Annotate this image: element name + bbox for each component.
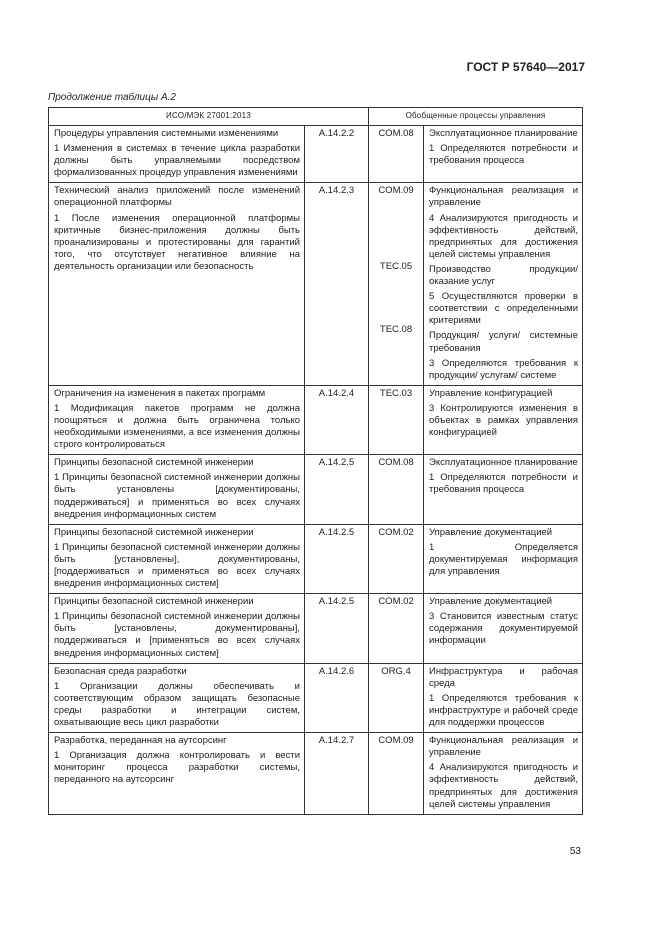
process-code: COM.09	[378, 185, 414, 197]
control-cell	[49, 183, 305, 385]
standard-code: ГОСТ Р 57640—2017	[466, 60, 585, 74]
process-code: TEC.05	[379, 261, 413, 273]
process-code: COM.02	[378, 526, 414, 538]
control-ref-cell	[305, 663, 369, 732]
control-ref: А.14.2.5	[318, 596, 355, 608]
control-title: Разработка, переданная на аутсорсинг	[54, 735, 227, 747]
process-text: 1 Определяются требования к инфраструктуре и рабочей среде для поддержки процессов	[429, 692, 578, 729]
control-ref-cell	[305, 733, 369, 815]
process-code-cell	[369, 733, 424, 815]
control-ref: А.14.2.7	[318, 735, 355, 747]
process-cell	[424, 733, 583, 815]
control-title: Принципы безопасной системной инженерии	[54, 596, 254, 608]
process-code-cell	[369, 385, 424, 454]
process-title: Эксплуатационное планирование	[429, 128, 578, 139]
table-row	[49, 126, 583, 183]
process-text: 3 Становится известным статус содержания документируемой информации	[429, 611, 578, 647]
control-text: 1 Изменения в системах в течение цикла разработки должны быть управляемыми посредством формализованных процедур управления изменениями	[54, 143, 300, 179]
process-text: 4 Анализируются пригодность и эффективность действий, предпринятых для достижения целей системы управления	[429, 762, 578, 810]
control-title: Безопасная среда разработки	[54, 665, 187, 677]
control-ref-cell	[305, 594, 369, 663]
table-row	[49, 385, 583, 454]
process-text: 3 Определяются требования к продукции/ услугам/ системе	[429, 357, 578, 381]
process-title: Управление документацией	[429, 596, 553, 608]
table-row	[49, 455, 583, 524]
control-ref-cell	[305, 455, 369, 524]
control-cell	[49, 594, 305, 663]
table-row	[49, 524, 583, 593]
process-cell	[424, 594, 583, 663]
table-row	[49, 733, 583, 815]
control-cell	[49, 455, 305, 524]
process-text: 1 Определяются потребности и требования процесса	[429, 143, 578, 167]
process-code-cell	[369, 126, 424, 183]
process-text: 1 Определяются потребности и требования процесса	[429, 472, 578, 496]
process-code: ORG.4	[381, 665, 411, 677]
process-code-cell	[369, 183, 424, 385]
process-text: 1 Определяется документируемая информация для управления	[429, 541, 578, 577]
control-text: 1 После изменения операционной платформы критичные бизнес-приложения должны быть проанализированы и протестированы для гарантий того, что отсутствует негативное влияние на деятельность организации или безопасность	[54, 212, 300, 272]
control-text: 1 Организация должна контролировать и вести мониторинг процесса разработки системы, переданного на аутсорсинг	[54, 750, 300, 786]
process-cell	[424, 126, 583, 183]
process-code-cell	[369, 524, 424, 593]
process-code: TEC.03	[379, 387, 413, 399]
process-title: Производство продукции/ оказание услуг	[429, 263, 578, 288]
control-cell	[49, 733, 305, 815]
table-row	[49, 183, 583, 385]
control-ref: А.14.2.4	[318, 387, 355, 399]
control-ref-cell	[305, 385, 369, 454]
page-number: 53	[569, 846, 581, 857]
control-text: 1 Модификация пакетов программ не должна поощряться и должна быть ограничена только необходимыми изменениями, а все изменения должны строго контролироваться	[54, 402, 300, 451]
process-code: COM.08	[378, 128, 414, 139]
process-code-cell	[369, 594, 424, 663]
control-title: Технический анализ приложений после изменений операционной платформы	[54, 185, 300, 209]
table-row	[49, 663, 583, 732]
control-title: Принципы безопасной системной инженерии	[54, 457, 254, 469]
process-cell	[424, 524, 583, 593]
control-ref: А.14.2.5	[318, 526, 355, 538]
process-code-cell	[369, 663, 424, 732]
header-iso-iec: ИСО/МЭК 27001:2013	[49, 108, 369, 126]
process-text: 5 Осуществляются проверки в соответствии с определенными критериями	[429, 291, 578, 327]
control-title: Ограничения на изменения в пакетах программ	[54, 387, 266, 399]
control-cell	[49, 385, 305, 454]
process-cell	[424, 183, 583, 385]
header-generic-processes: Обобщенные процессы управления	[369, 108, 583, 126]
process-title: Эксплуатационное планирование	[429, 457, 578, 469]
control-title: Процедуры управления системными изменениями	[54, 128, 279, 139]
control-cell	[49, 524, 305, 593]
control-title: Принципы безопасной системной инженерии	[54, 526, 254, 538]
control-ref-cell	[305, 524, 369, 593]
process-title: Инфраструктура и рабочая среда	[429, 665, 578, 689]
control-ref: А.14.2.2	[318, 128, 355, 139]
control-cell	[49, 663, 305, 732]
process-title: Функциональная реализация и управление	[429, 185, 578, 209]
control-ref: А.14.2.5	[318, 457, 355, 469]
process-title: Продукция/ услуги/ системные требования	[429, 330, 578, 354]
process-title: Функциональная реализация и управление	[429, 735, 578, 759]
process-title: Управление конфигурацией	[429, 387, 553, 399]
process-code-cell	[369, 455, 424, 524]
process-text: 4 Анализируются пригодность и эффективность действий, предпринятых для достижения целей системы управления	[429, 212, 578, 260]
control-ref-cell	[305, 183, 369, 385]
process-text: 3 Контролируются изменения в объектах в рамках управления конфигурацией	[429, 402, 578, 439]
control-ref-cell	[305, 126, 369, 183]
control-cell	[49, 126, 305, 183]
control-ref: А.14.2.3	[318, 185, 355, 197]
control-text: 1 Принципы безопасной системной инженерии должны быть [установлены, документированы], поддерживаться и [применяться во всех случаях внедрения информационных систем]	[54, 611, 300, 659]
process-cell	[424, 385, 583, 454]
process-code: COM.08	[378, 457, 414, 469]
control-text: 1 Принципы безопасной системной инженерии должны быть [установлены], документированы, [поддерживаться и применяться во всех случаях внедрения информационных систем]	[54, 541, 300, 590]
control-text: 1 Принципы безопасной системной инженерии должны быть установлены [документированы, поддерживаться] и применяться во всех случаях внедрения информационных систем	[54, 472, 300, 520]
mapping-table	[48, 107, 583, 815]
process-code: TEC.08	[379, 323, 413, 335]
control-ref: А.14.2.6	[318, 665, 355, 677]
table-caption: Продолжение таблицы А.2	[48, 92, 176, 103]
process-code: COM.09	[378, 735, 414, 747]
process-code: COM.02	[378, 596, 414, 608]
table-header-row	[49, 108, 583, 126]
control-text: 1 Организации должны обеспечивать и соответствующим образом защищать безопасные среды разработки и интеграции систем, охватывающие весь цикл разработки	[54, 680, 300, 729]
process-cell	[424, 663, 583, 732]
process-cell	[424, 455, 583, 524]
process-title: Управление документацией	[429, 526, 553, 538]
table-row	[49, 594, 583, 663]
